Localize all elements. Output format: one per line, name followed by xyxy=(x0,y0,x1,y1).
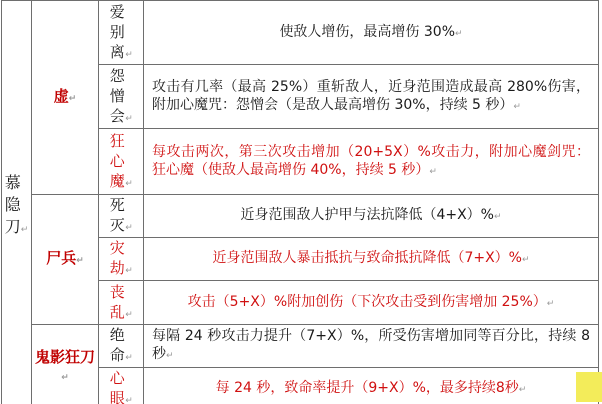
skill-desc: 近身范围敌人护甲与法抗降低（4+X）% xyxy=(240,207,494,223)
skill-name-cell xyxy=(99,368,144,404)
return-mark: ↵ xyxy=(125,266,133,276)
return-mark: ↵ xyxy=(125,396,133,404)
return-mark: ↵ xyxy=(125,178,133,189)
return-mark: ↵ xyxy=(68,94,77,104)
skill-desc: 每隔 24 秒攻击力提升（7+X）%，所受伤害增加同等百分比，持续 8 秒 xyxy=(152,328,590,362)
skill-name-cell xyxy=(99,1,144,65)
return-mark: ↵ xyxy=(513,101,521,112)
skill-desc-cell xyxy=(144,1,599,65)
skill-name-cell xyxy=(99,129,144,195)
skill-desc: 每攻击两次，第三次攻击增加（20+5X）%攻击力，附加心魔剑咒：狂心魔（使敌人最高增伤 40%，持续 5 秒） xyxy=(152,143,590,178)
skill-desc: 每 24 秒，致命率提升（9+X）%，最多持续8秒 xyxy=(215,380,519,396)
return-mark: ↵ xyxy=(518,385,527,395)
skill-desc: 攻击有几率（最高 25%）重斩敌人，近身范围造成最高 280%伤害，附加心魔咒：怨憎会（是敌人最高增伤 30%，持续 5 秒） xyxy=(152,78,590,113)
skill-desc-cell xyxy=(144,325,599,368)
skill-name: 丧乱 xyxy=(109,282,125,321)
skill-name: 心眼 xyxy=(109,369,125,404)
group-name-cell xyxy=(32,1,99,195)
skill-desc: 攻击（5+X）%附加创伤（下次攻击受到伤害增加 25%） xyxy=(187,293,547,310)
weapon-name-cell xyxy=(2,1,32,404)
skill-desc-cell xyxy=(144,368,599,404)
return-mark: ↵ xyxy=(125,309,133,320)
table-row xyxy=(2,195,599,238)
skill-name-cell xyxy=(99,325,144,368)
return-mark: ↵ xyxy=(546,298,555,309)
skill-table xyxy=(1,0,599,404)
skill-desc: 近身范围敌人暴击抵抗与致命抵抗降低（7+X）% xyxy=(212,250,522,266)
skill-name: 狂心魔 xyxy=(109,131,125,190)
return-mark: ↵ xyxy=(429,166,437,177)
skill-desc-cell xyxy=(144,238,599,281)
skill-name: 怨憎会 xyxy=(109,66,125,125)
highlight-mark xyxy=(576,372,602,402)
skill-desc-cell xyxy=(144,65,599,129)
skill-desc-cell xyxy=(144,129,599,195)
table-row xyxy=(2,1,599,65)
skill-name: 灾劫 xyxy=(109,239,125,277)
return-mark: ↵ xyxy=(455,28,463,39)
skill-desc: 使敌人增伤，最高增伤 30% xyxy=(279,23,456,40)
return-mark: ↵ xyxy=(125,49,133,60)
group-name-cell xyxy=(32,195,99,325)
group-name: 尸兵 xyxy=(46,249,77,267)
return-mark: ↵ xyxy=(521,255,530,265)
return-mark: ↵ xyxy=(493,212,502,222)
skill-name-cell xyxy=(99,281,144,325)
return-mark: ↵ xyxy=(20,225,29,235)
weapon-name: 慕隐刀 xyxy=(4,173,21,236)
skill-name: 死灭 xyxy=(109,196,125,234)
group-name: 鬼影狂刀 xyxy=(34,348,95,366)
return-mark: ↵ xyxy=(76,256,84,266)
return-mark: ↵ xyxy=(125,113,133,124)
skill-desc-cell xyxy=(144,281,599,325)
skill-name-cell xyxy=(99,238,144,281)
group-name: 虚 xyxy=(53,87,69,105)
table-row xyxy=(2,325,599,368)
skill-name-cell xyxy=(99,195,144,238)
skill-name-cell xyxy=(99,65,144,129)
skill-name: 绝命 xyxy=(109,326,125,364)
group-name-cell xyxy=(32,325,99,404)
return-mark: ↵ xyxy=(166,351,174,361)
skill-desc-cell xyxy=(144,195,599,238)
skill-name: 爱别离 xyxy=(109,2,125,61)
return-mark: ↵ xyxy=(125,223,133,233)
return-mark: ↵ xyxy=(125,353,133,363)
return-mark: ↵ xyxy=(61,373,69,383)
